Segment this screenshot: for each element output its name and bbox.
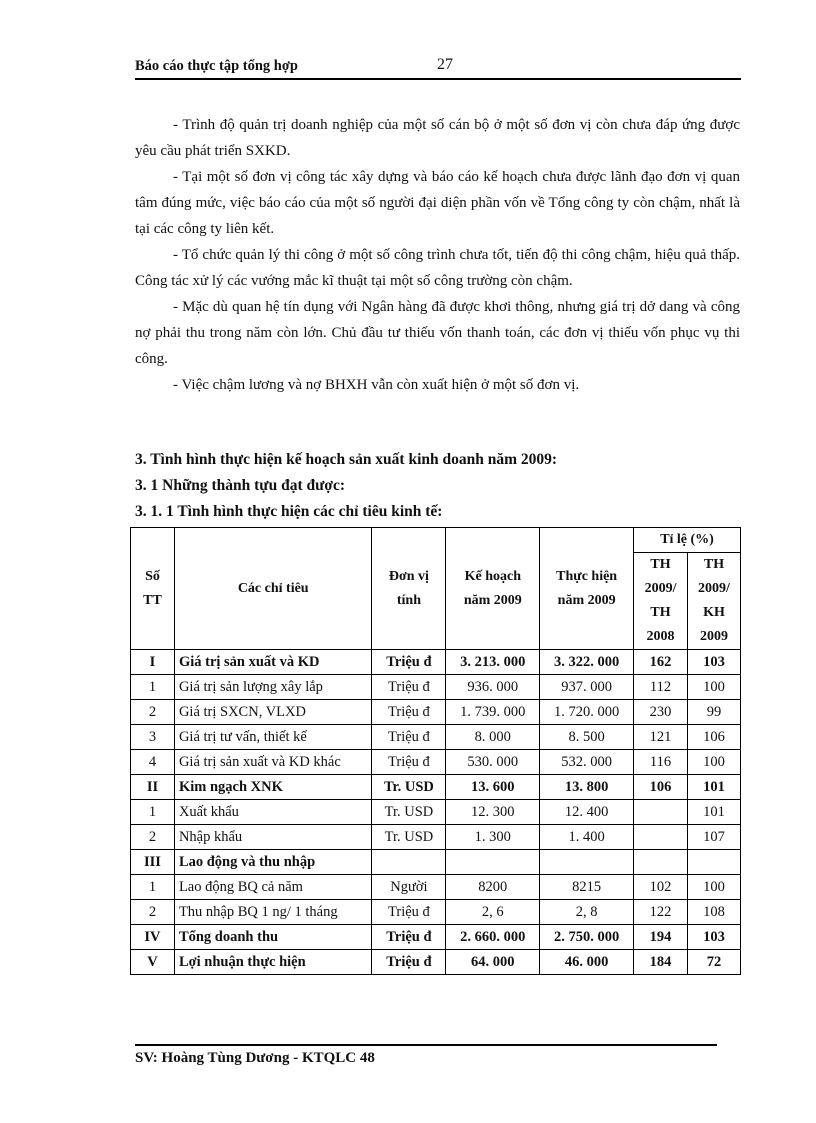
cell-actual: 937. 000 (540, 675, 634, 700)
cell-r1: 230 (634, 700, 688, 725)
cell-r2: 100 (688, 750, 741, 775)
cell-plan: 1. 300 (446, 825, 540, 850)
cell-name: Giá trị sản xuất và KD khác (174, 750, 372, 775)
cell-r1: 106 (634, 775, 688, 800)
economic-indicators-table (130, 527, 741, 975)
cell-name: Giá trị tư vấn, thiết kế (174, 725, 372, 750)
cell-name: Lợi nhuận thực hiện (174, 950, 372, 975)
table-row (131, 775, 741, 800)
cell-r1: 102 (634, 875, 688, 900)
cell-stt: 4 (131, 750, 175, 775)
cell-stt: V (131, 950, 175, 975)
col-header-name: Các chỉ tiêu (174, 528, 372, 650)
paragraph: - Tại một số đơn vị công tác xây dựng và báo cáo kế hoạch chưa được lãnh đạo đơn vị quan tâm đúng mức, việc báo cáo của một số người đại diện phần vốn về Tổng công ty còn chậm, nhất là tại các công ty liên kết. (135, 169, 740, 237)
table-row (131, 850, 741, 875)
cell-actual: 8. 500 (540, 725, 634, 750)
cell-r2: 106 (688, 725, 741, 750)
cell-actual: 2. 750. 000 (540, 925, 634, 950)
cell-plan: 8200 (446, 875, 540, 900)
table-row (131, 750, 741, 775)
section-heading: 3. Tình hình thực hiện kế hoạch sản xuất kinh doanh năm 2009: (135, 451, 558, 468)
table-row (131, 950, 741, 975)
cell-stt: 2 (131, 900, 175, 925)
cell-r2 (688, 850, 741, 875)
cell-r2: 100 (688, 875, 741, 900)
cell-plan: 1. 739. 000 (446, 700, 540, 725)
cell-unit: Tr. USD (372, 825, 446, 850)
cell-stt: III (131, 850, 175, 875)
cell-r2: 103 (688, 925, 741, 950)
cell-plan: 936. 000 (446, 675, 540, 700)
cell-plan (446, 850, 540, 875)
cell-actual: 12. 400 (540, 800, 634, 825)
cell-name: Kim ngạch XNK (174, 775, 372, 800)
cell-stt: II (131, 775, 175, 800)
cell-stt: 1 (131, 800, 175, 825)
paragraph: - Trình độ quản trị doanh nghiệp của một số cán bộ ở một số đơn vị còn chưa đáp ứng được yêu cầu phát triển SXKD. (135, 117, 740, 159)
cell-unit: Tr. USD (372, 800, 446, 825)
cell-actual: 3. 322. 000 (540, 650, 634, 675)
cell-r1: 121 (634, 725, 688, 750)
cell-stt: I (131, 650, 175, 675)
paragraph: - Tổ chức quản lý thi công ở một số công trình chưa tốt, tiến độ thi công chậm, hiệu quả thấp. Công tác xử lý các vướng mắc kĩ thuật tại một số công trường còn chậm. (135, 247, 740, 289)
cell-actual: 8215 (540, 875, 634, 900)
page-footer: SV: Hoàng Tùng Dương - KTQLC 48 (135, 1044, 717, 1067)
cell-actual: 532. 000 (540, 750, 634, 775)
col-header-stt: Số TT (131, 528, 175, 650)
cell-stt: 1 (131, 675, 175, 700)
cell-plan: 8. 000 (446, 725, 540, 750)
cell-actual (540, 850, 634, 875)
cell-plan: 13. 600 (446, 775, 540, 800)
cell-actual: 46. 000 (540, 950, 634, 975)
cell-name: Thu nhập BQ 1 ng/ 1 tháng (174, 900, 372, 925)
cell-r1 (634, 800, 688, 825)
cell-name: Xuất khẩu (174, 800, 372, 825)
cell-r1: 116 (634, 750, 688, 775)
table-row (131, 800, 741, 825)
header-title: Báo cáo thực tập tổng hợp (135, 58, 298, 74)
cell-name: Lao động và thu nhập (174, 850, 372, 875)
cell-plan: 12. 300 (446, 800, 540, 825)
cell-unit: Triệu đ (372, 725, 446, 750)
cell-unit: Triệu đ (372, 650, 446, 675)
cell-unit: Người (372, 875, 446, 900)
cell-unit: Triệu đ (372, 675, 446, 700)
cell-unit: Triệu đ (372, 925, 446, 950)
table-row (131, 725, 741, 750)
cell-r2: 108 (688, 900, 741, 925)
cell-plan: 64. 000 (446, 950, 540, 975)
cell-name: Tổng doanh thu (174, 925, 372, 950)
cell-r1: 122 (634, 900, 688, 925)
cell-r2: 100 (688, 675, 741, 700)
col-header-ratio-1: TH 2009/ TH 2008 (634, 553, 688, 650)
cell-actual: 2, 8 (540, 900, 634, 925)
cell-r2: 101 (688, 775, 741, 800)
col-header-ratio: Tỉ lệ (%) (634, 528, 741, 553)
cell-name: Lao động BQ cả năm (174, 875, 372, 900)
cell-r2: 72 (688, 950, 741, 975)
table-row (131, 875, 741, 900)
cell-name: Giá trị sản lượng xây lắp (174, 675, 372, 700)
cell-unit: Triệu đ (372, 950, 446, 975)
cell-r2: 99 (688, 700, 741, 725)
col-header-ratio-2: TH 2009/ KH 2009 (688, 553, 741, 650)
cell-name: Giá trị SXCN, VLXD (174, 700, 372, 725)
subsubsection-heading: 3. 1. 1 Tình hình thực hiện các chỉ tiêu kinh tế: (135, 503, 443, 520)
col-header-unit: Đơn vị tính (372, 528, 446, 650)
cell-plan: 2, 6 (446, 900, 540, 925)
cell-plan: 530. 000 (446, 750, 540, 775)
paragraph: - Mặc dù quan hệ tín dụng với Ngân hàng đã được khơi thông, nhưng giá trị dở dang và công nợ phải thu trong năm còn lớn. Chủ đầu tư thiếu vốn thanh toán, các đơn vị thiếu vốn phục vụ thi công. (135, 299, 740, 367)
cell-stt: 3 (131, 725, 175, 750)
cell-actual: 1. 400 (540, 825, 634, 850)
cell-r1: 112 (634, 675, 688, 700)
table-row (131, 700, 741, 725)
cell-r2: 103 (688, 650, 741, 675)
cell-stt: IV (131, 925, 175, 950)
cell-r1 (634, 825, 688, 850)
cell-plan: 3. 213. 000 (446, 650, 540, 675)
body-text (135, 112, 740, 398)
table-row (131, 825, 741, 850)
cell-r1: 184 (634, 950, 688, 975)
cell-r1: 162 (634, 650, 688, 675)
cell-unit: Triệu đ (372, 700, 446, 725)
cell-unit (372, 850, 446, 875)
table-row (131, 900, 741, 925)
cell-actual: 1. 720. 000 (540, 700, 634, 725)
col-header-actual: Thực hiện năm 2009 (540, 528, 634, 650)
cell-actual: 13. 800 (540, 775, 634, 800)
table-row (131, 650, 741, 675)
cell-name: Giá trị sản xuất và KD (174, 650, 372, 675)
page-header (135, 58, 741, 80)
cell-unit: Tr. USD (372, 775, 446, 800)
cell-name: Nhập khẩu (174, 825, 372, 850)
cell-r1 (634, 850, 688, 875)
cell-plan: 2. 660. 000 (446, 925, 540, 950)
subsection-heading: 3. 1 Những thành tựu đạt được: (135, 477, 346, 494)
table-row (131, 925, 741, 950)
cell-unit: Triệu đ (372, 900, 446, 925)
col-header-plan: Kế hoạch năm 2009 (446, 528, 540, 650)
cell-unit: Triệu đ (372, 750, 446, 775)
cell-r2: 107 (688, 825, 741, 850)
cell-stt: 2 (131, 825, 175, 850)
cell-stt: 1 (131, 875, 175, 900)
cell-stt: 2 (131, 700, 175, 725)
page-number: 27 (437, 56, 453, 73)
paragraph: - Việc chậm lương và nợ BHXH vẫn còn xuất hiện ở một số đơn vị. (173, 377, 580, 393)
table-row (131, 675, 741, 700)
cell-r1: 194 (634, 925, 688, 950)
cell-r2: 101 (688, 800, 741, 825)
